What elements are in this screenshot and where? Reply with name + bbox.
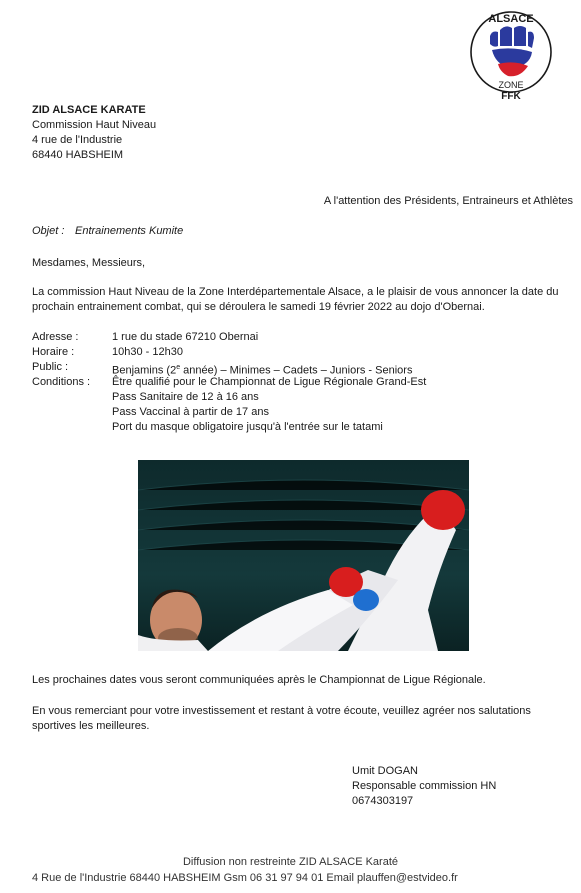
condition-3: Pass Vaccinal à partir de 17 ans [112, 406, 269, 418]
public-sup: e [176, 364, 181, 371]
sender-line-1: Commission Haut Niveau [32, 119, 157, 131]
condition-2: Pass Sanitaire de 12 à 16 ans [112, 391, 259, 403]
subject-text: Entrainements Kumite [75, 225, 184, 237]
closing-line-1: En vous remerciant pour votre investissement et restant à votre écoute, veuillez agréer nos salutations [32, 705, 531, 717]
detail-conditions [32, 375, 572, 435]
greeting: Mesdames, Messieurs, [32, 257, 146, 269]
closing-line-2: sportives les meilleures. [32, 720, 150, 732]
subject-label: Objet : [32, 225, 65, 237]
time-label: Horaire : [32, 346, 75, 358]
intro-line-2: prochain entrainement combat, qui se déroulera le samedi 19 février 2022 au dojo d'Obernai. [32, 301, 485, 313]
address-label: Adresse : [32, 331, 79, 343]
attention-line: A l'attention des Présidents, Entraineurs et Athlètes [323, 195, 573, 207]
footer-contact: 4 Rue de l'Industrie 68440 HABSHEIM Gsm 06 31 97 94 01 Email plauffen@estvideo.fr [32, 872, 458, 884]
signature-name: Umit DOGAN [352, 765, 418, 777]
footer-diffusion: Diffusion non restreinte ZID ALSACE Karaté [182, 856, 398, 868]
next-dates-text: Les prochaines dates vous seront communiquées après le Championnat de Ligue Régionale. [32, 674, 486, 686]
public-post: année) – Minimes – Cadets – Juniors - Seniors [180, 364, 413, 377]
logo-bottom-text: ZONE [498, 80, 524, 90]
logo-brand-text: FFK [501, 91, 521, 102]
detail-public [32, 360, 572, 375]
address-value: 1 rue du stade 67210 Obernai [112, 331, 259, 343]
condition-1: Être qualifié pour le Championnat de Ligue Régionale Grand-Est [112, 376, 427, 388]
detail-address [32, 330, 572, 345]
sender-line-2: 4 rue de l'Industrie [32, 134, 123, 146]
signature-role: Responsable commission HN [352, 780, 497, 792]
sender-name: ZID ALSACE KARATE [32, 104, 146, 116]
signature-phone: 0674303197 [352, 795, 414, 807]
sender-line-3: 68440 HABSHEIM [32, 149, 124, 161]
ffk-alsace-logo [468, 6, 554, 110]
public-pre: Benjamins (2 [112, 364, 177, 377]
conditions-label: Conditions : [32, 376, 91, 388]
condition-4: Port du masque obligatoire jusqu'à l'entrée sur le tatami [112, 421, 383, 433]
detail-time [32, 345, 572, 360]
intro-line-1: La commission Haut Niveau de la Zone Interdépartementale Alsace, a le plaisir de vous annoncer la date du [32, 286, 559, 298]
kumite-photo [138, 460, 469, 651]
time-value: 10h30 - 12h30 [112, 346, 183, 358]
public-label: Public : [32, 361, 69, 373]
logo-top-text: ALSACE [488, 13, 534, 25]
